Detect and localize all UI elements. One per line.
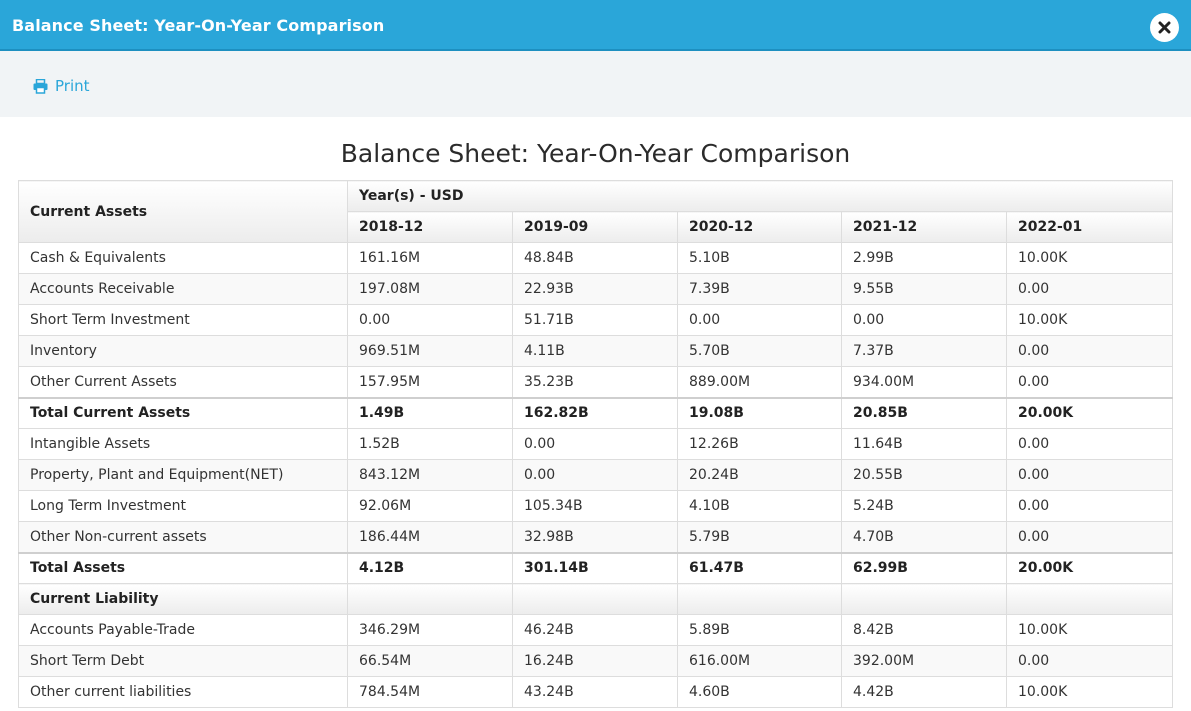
table-cell: 934.00M bbox=[842, 367, 1007, 398]
row-label: Other Current Assets bbox=[19, 367, 348, 398]
table-cell: 616.00M bbox=[678, 646, 842, 677]
table-cell: 4.42B bbox=[842, 677, 1007, 708]
column-header: 2018-12 bbox=[348, 212, 513, 243]
table-cell: 5.70B bbox=[678, 336, 842, 367]
table-cell: 0.00 bbox=[1007, 491, 1173, 522]
table-cell: 8.42B bbox=[842, 615, 1007, 646]
table-cell: 186.44M bbox=[348, 522, 513, 553]
table-cell: 0.00 bbox=[842, 305, 1007, 336]
total-row bbox=[19, 553, 1173, 584]
modal-header bbox=[0, 0, 1191, 51]
table-cell: 43.24B bbox=[513, 677, 678, 708]
table-cell: 10.00K bbox=[1007, 305, 1173, 336]
table-cell: 19.08B bbox=[678, 398, 842, 429]
table-cell: 0.00 bbox=[1007, 367, 1173, 398]
table-cell: 197.08M bbox=[348, 274, 513, 305]
row-label: Long Term Investment bbox=[19, 491, 348, 522]
table-row bbox=[19, 429, 1173, 460]
table-cell: 0.00 bbox=[1007, 336, 1173, 367]
table-cell: 1.49B bbox=[348, 398, 513, 429]
table-cell: 7.39B bbox=[678, 274, 842, 305]
years-header: Year(s) - USD bbox=[348, 181, 1173, 212]
table-cell: 46.24B bbox=[513, 615, 678, 646]
table-cell: 20.00K bbox=[1007, 398, 1173, 429]
table-cell: 161.16M bbox=[348, 243, 513, 274]
table-cell: 4.10B bbox=[678, 491, 842, 522]
table-cell: 9.55B bbox=[842, 274, 1007, 305]
table-cell: 10.00K bbox=[1007, 243, 1173, 274]
row-label: Other Non-current assets bbox=[19, 522, 348, 553]
row-label: Property, Plant and Equipment(NET) bbox=[19, 460, 348, 491]
section-header: Current Assets bbox=[19, 181, 348, 243]
total-row bbox=[19, 398, 1173, 429]
table-cell bbox=[513, 584, 678, 615]
balance-sheet-table bbox=[18, 180, 1173, 708]
table-cell: 61.47B bbox=[678, 553, 842, 584]
table-cell: 301.14B bbox=[513, 553, 678, 584]
table-cell: 62.99B bbox=[842, 553, 1007, 584]
row-label: Cash & Equivalents bbox=[19, 243, 348, 274]
table-cell bbox=[1007, 584, 1173, 615]
row-label: Intangible Assets bbox=[19, 429, 348, 460]
table-cell: 51.71B bbox=[513, 305, 678, 336]
column-header: 2021-12 bbox=[842, 212, 1007, 243]
table-cell: 105.34B bbox=[513, 491, 678, 522]
table-cell: 92.06M bbox=[348, 491, 513, 522]
table-cell: 16.24B bbox=[513, 646, 678, 677]
table-cell: 35.23B bbox=[513, 367, 678, 398]
table-cell: 12.26B bbox=[678, 429, 842, 460]
table-cell: 392.00M bbox=[842, 646, 1007, 677]
row-label: Accounts Payable-Trade bbox=[19, 615, 348, 646]
row-label: Short Term Investment bbox=[19, 305, 348, 336]
print-label: Print bbox=[55, 77, 90, 95]
table-cell: 162.82B bbox=[513, 398, 678, 429]
table-cell: 66.54M bbox=[348, 646, 513, 677]
table-row bbox=[19, 615, 1173, 646]
table-cell bbox=[678, 584, 842, 615]
row-label: Short Term Debt bbox=[19, 646, 348, 677]
table-cell: 11.64B bbox=[842, 429, 1007, 460]
table-row bbox=[19, 491, 1173, 522]
table-cell: 0.00 bbox=[1007, 522, 1173, 553]
close-button[interactable] bbox=[1150, 13, 1179, 42]
table-cell: 5.89B bbox=[678, 615, 842, 646]
table-cell: 20.85B bbox=[842, 398, 1007, 429]
row-label: Other current liabilities bbox=[19, 677, 348, 708]
table-row bbox=[19, 460, 1173, 491]
table-row bbox=[19, 367, 1173, 398]
report-title: Balance Sheet: Year-On-Year Comparison bbox=[340, 139, 851, 168]
table-cell: 784.54M bbox=[348, 677, 513, 708]
table-cell: 0.00 bbox=[1007, 646, 1173, 677]
table-cell: 7.37B bbox=[842, 336, 1007, 367]
modal-title: Balance Sheet: Year-On-Year Comparison bbox=[12, 16, 385, 35]
table-row bbox=[19, 305, 1173, 336]
column-header: 2019-09 bbox=[513, 212, 678, 243]
table-cell: 10.00K bbox=[1007, 677, 1173, 708]
table-cell: 20.00K bbox=[1007, 553, 1173, 584]
section-row bbox=[19, 584, 1173, 615]
table-cell: 32.98B bbox=[513, 522, 678, 553]
table-row bbox=[19, 646, 1173, 677]
table-cell: 20.24B bbox=[678, 460, 842, 491]
table-cell: 22.93B bbox=[513, 274, 678, 305]
section-label: Current Liability bbox=[19, 584, 348, 615]
table-cell: 0.00 bbox=[1007, 460, 1173, 491]
table-cell bbox=[348, 584, 513, 615]
close-icon bbox=[1158, 21, 1171, 34]
table-cell: 0.00 bbox=[1007, 429, 1173, 460]
table-row bbox=[19, 336, 1173, 367]
table-cell: 4.12B bbox=[348, 553, 513, 584]
table-cell: 4.11B bbox=[513, 336, 678, 367]
table-cell: 48.84B bbox=[513, 243, 678, 274]
table-row bbox=[19, 522, 1173, 553]
table-cell: 0.00 bbox=[1007, 274, 1173, 305]
table-cell: 889.00M bbox=[678, 367, 842, 398]
table-cell: 10.00K bbox=[1007, 615, 1173, 646]
table-row bbox=[19, 243, 1173, 274]
table-cell: 346.29M bbox=[348, 615, 513, 646]
table-cell: 20.55B bbox=[842, 460, 1007, 491]
table-cell: 4.60B bbox=[678, 677, 842, 708]
table-cell: 843.12M bbox=[348, 460, 513, 491]
table-cell: 5.10B bbox=[678, 243, 842, 274]
toolbar bbox=[0, 51, 1191, 117]
row-label: Accounts Receivable bbox=[19, 274, 348, 305]
table-row bbox=[19, 677, 1173, 708]
printer-icon bbox=[33, 79, 48, 94]
table-cell: 969.51M bbox=[348, 336, 513, 367]
row-label: Inventory bbox=[19, 336, 348, 367]
table-cell bbox=[842, 584, 1007, 615]
table-cell: 2.99B bbox=[842, 243, 1007, 274]
table-row bbox=[19, 274, 1173, 305]
table-cell: 157.95M bbox=[348, 367, 513, 398]
table-cell: 1.52B bbox=[348, 429, 513, 460]
table-cell: 5.79B bbox=[678, 522, 842, 553]
column-header: 2020-12 bbox=[678, 212, 842, 243]
table-cell: 4.70B bbox=[842, 522, 1007, 553]
table-cell: 0.00 bbox=[678, 305, 842, 336]
row-label: Total Current Assets bbox=[19, 398, 348, 429]
print-button[interactable] bbox=[33, 76, 90, 96]
row-label: Total Assets bbox=[19, 553, 348, 584]
table-cell: 5.24B bbox=[842, 491, 1007, 522]
table-cell: 0.00 bbox=[348, 305, 513, 336]
column-header: 2022-01 bbox=[1007, 212, 1173, 243]
table-cell: 0.00 bbox=[513, 460, 678, 491]
table-cell: 0.00 bbox=[513, 429, 678, 460]
